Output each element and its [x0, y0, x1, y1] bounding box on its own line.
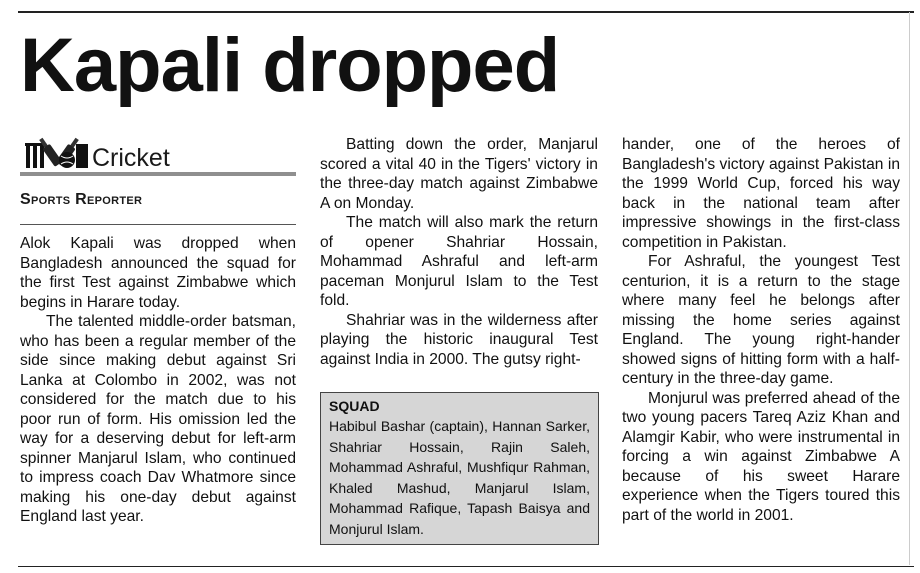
paragraph: hander, one of the heroes of Bangladesh's victory against Pakistan in the 1999 World Cup, forced his way back in the national team after impressive showings in the first-class competition in Pakistan. — [622, 136, 900, 251]
paragraph: The match will also mark the return of opener Shahriar Hossain, Mohammad Ashraful and left-arm paceman Monjurul Islam to the Test fold. — [320, 214, 598, 309]
byline: Sports Reporter — [20, 191, 143, 208]
section-divider — [20, 172, 296, 176]
section-name: Cricket — [92, 144, 170, 172]
paragraph: The talented middle-order batsman, who has been a regular member of the side since making debut against Sri Lanka at Colombo in 2002, was not considered for the match due to his poor run of form. His omission led the way for a deserving debut for left-arm spinner Manjarul Islam, who continued to impress coach Dav Whatmore since making his one-day debut against England last year. — [20, 313, 296, 525]
section-header — [20, 130, 296, 176]
paragraph: Batting down the order, Manjarul scored a vital 40 in the Tigers' victory in the three-day match against Zimbabwe A on Monday. — [320, 136, 598, 212]
cricket-bat-ball-icon — [20, 132, 90, 170]
byline-divider — [20, 224, 296, 225]
right-edge-line — [909, 12, 910, 565]
paragraph: Alok Kapali was dropped when Bangladesh announced the squad for the first Test against Zimbabwe which begins in Harare today. — [20, 235, 296, 311]
paragraph: Shahriar was in the wilderness after playing the historic inaugural Test against India in 2000. The gutsy right- — [320, 311, 598, 368]
paragraph: For Ashraful, the youngest Test centurion, it is a return to the stage where many feel he belongs after missing the home series against England. The young right-hander showed signs of hitting form with a half-century in the three-day game. — [622, 253, 900, 387]
top-rule — [18, 11, 914, 13]
squad-box — [320, 392, 599, 545]
bottom-rule — [18, 566, 914, 567]
article-column-3 — [622, 130, 900, 525]
squad-title: SQUAD — [329, 398, 380, 414]
squad-list: Habibul Bashar (captain), Hannan Sarker, Shahriar Hossain, Rajin Saleh, Mohammad Ashraful, Mushfiqur Rahman, Khaled Mashud, Manjarul Islam, Mohammad Rafique, Tapash Baisya and Monjurul Islam. — [329, 418, 590, 537]
article-column-1 — [20, 130, 296, 527]
headline: Kapali dropped — [20, 23, 560, 108]
paragraph: Monjurul was preferred ahead of the two young pacers Tareq Aziz Khan and Alamgir Kabir, who were instrumental in forcing a win against Zimbabwe A because of his sweet Harare experience when the Tigers toured this part of the world in 2001. — [622, 389, 900, 524]
article-column-2 — [320, 130, 598, 369]
